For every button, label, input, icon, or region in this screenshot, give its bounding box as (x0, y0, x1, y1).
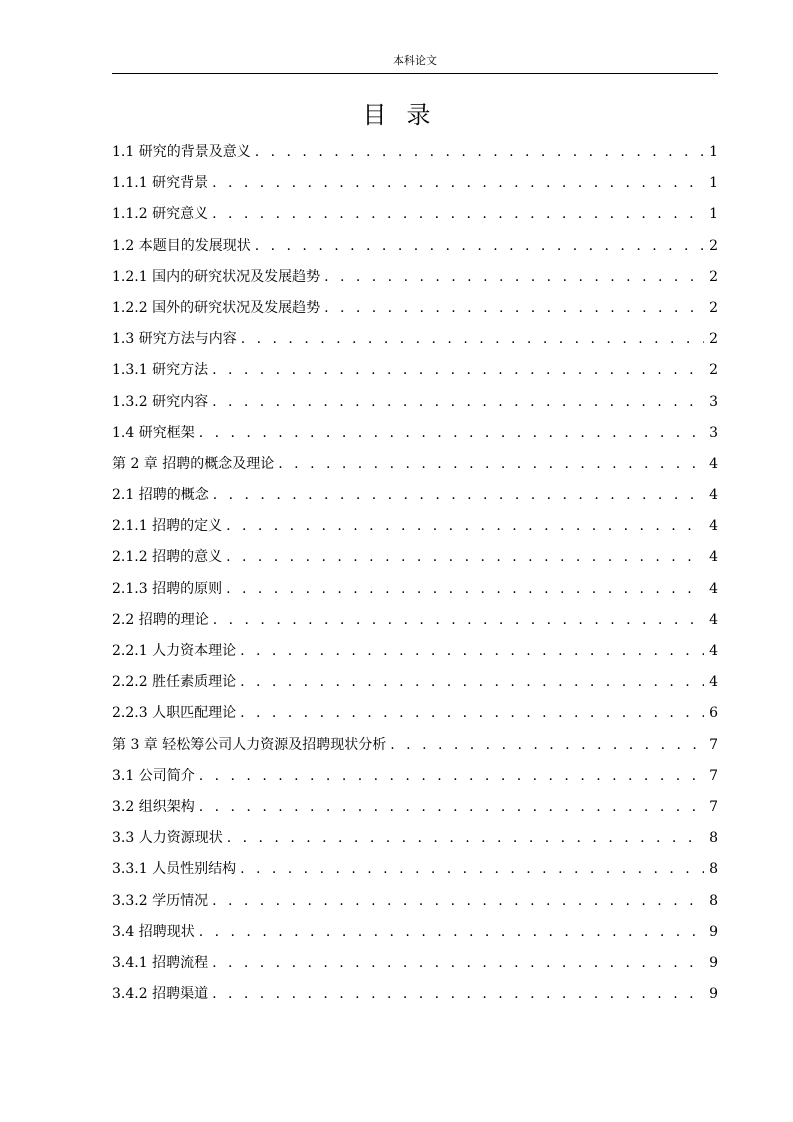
toc-entry-page-number: 6 (709, 705, 718, 722)
toc-dot-leader (212, 390, 704, 414)
toc-entry-label: 1.4 研究框架 (112, 424, 195, 441)
toc-entry-page-number: 2 (709, 299, 718, 316)
toc-entry-label: 3.3 人力资源现状 (112, 830, 223, 847)
toc-entry-page-number: 9 (709, 954, 718, 971)
toc-entry-page-number: 4 (709, 674, 718, 691)
toc-entry[interactable] (112, 795, 718, 826)
toc-entry-label: 3.2 组织架构 (112, 798, 195, 815)
toc-dot-leader (212, 951, 704, 975)
toc-entry-page-number: 7 (709, 798, 718, 815)
toc-dot-leader (390, 733, 704, 757)
toc-dot-leader (240, 639, 704, 663)
toc-entry[interactable] (112, 202, 718, 233)
toc-dot-leader (255, 140, 704, 164)
toc-entry-label: 3.1 公司简介 (112, 767, 195, 784)
toc-entry-page-number: 7 (709, 767, 718, 784)
toc-entry-label: 1.3 研究方法与内容 (112, 331, 237, 348)
toc-entry-label: 3.3.1 人员性别结构 (112, 861, 237, 878)
toc-dot-leader (255, 234, 704, 258)
toc-entry-page-number: 4 (709, 611, 718, 628)
toc-entry-label: 1.2.1 国内的研究状况及发展趋势 (112, 268, 321, 285)
toc-entry[interactable] (112, 452, 718, 483)
toc-entry-page-number: 9 (709, 986, 718, 1003)
toc-entry[interactable] (112, 327, 718, 358)
toc-entry-page-number: 2 (709, 237, 718, 254)
toc-entry-label: 2.1.2 招聘的意义 (112, 549, 223, 566)
toc-entry-page-number: 4 (709, 643, 718, 659)
toc-entry[interactable] (112, 733, 718, 764)
toc-entry[interactable] (112, 982, 718, 1013)
toc-entry-page-number: 4 (709, 518, 718, 535)
toc-entry-label: 3.4 招聘现状 (112, 923, 195, 940)
toc-entry-label: 2.2.2 胜任素质理论 (112, 674, 237, 691)
toc-entry-page-number: 1 (709, 144, 718, 160)
toc-entry-label: 1.3.1 研究方法 (112, 362, 209, 379)
toc-dot-leader (213, 483, 704, 507)
toc-dot-leader (199, 764, 704, 788)
toc-entry-page-number: 3 (709, 393, 718, 410)
toc-entry-label: 第 3 章 轻松筹公司人力资源及招聘现状分析 (112, 736, 387, 753)
toc-entry[interactable] (112, 951, 718, 982)
toc-dot-leader (227, 826, 704, 850)
toc-entry[interactable] (112, 140, 718, 171)
toc-dot-leader (213, 608, 704, 632)
toc-entry-label: 1.2 本题目的发展现状 (112, 237, 251, 254)
toc-entry-page-number: 4 (709, 487, 718, 504)
toc-entry-label: 1.3.2 研究内容 (112, 393, 209, 410)
toc-entry[interactable] (112, 265, 718, 296)
toc-list (112, 140, 718, 1013)
toc-dot-leader (199, 421, 704, 445)
toc-dot-leader (212, 889, 704, 913)
toc-entry[interactable] (112, 577, 718, 608)
toc-title: 目录 (362, 101, 451, 129)
toc-entry-page-number: 8 (709, 830, 718, 847)
page-header: 本科论文 (393, 54, 437, 67)
toc-entry-page-number: 2 (709, 362, 718, 379)
toc-dot-leader (324, 296, 704, 320)
toc-entry[interactable] (112, 171, 718, 202)
toc-entry-label: 2.1 招聘的概念 (112, 487, 209, 504)
toc-entry-label: 3.4.1 招聘流程 (112, 954, 209, 971)
toc-entry-page-number: 2 (709, 331, 718, 348)
toc-dot-leader (226, 514, 704, 538)
toc-entry-page-number: 4 (709, 580, 718, 597)
toc-entry[interactable] (112, 608, 718, 639)
toc-entry-page-number: 1 (709, 206, 718, 223)
toc-entry[interactable] (112, 889, 718, 920)
toc-entry-page-number: 7 (709, 736, 718, 753)
toc-entry-label: 2.1.3 招聘的原则 (112, 580, 223, 597)
toc-entry-page-number: 8 (709, 861, 718, 878)
toc-entry[interactable] (112, 670, 718, 701)
toc-entry-label: 2.2.1 人力资本理论 (112, 643, 237, 659)
toc-entry-page-number: 2 (709, 268, 718, 285)
toc-entry-page-number: 4 (709, 549, 718, 566)
toc-entry-page-number: 8 (709, 892, 718, 909)
toc-entry[interactable] (112, 483, 718, 514)
toc-entry-label: 3.3.2 学历情况 (112, 892, 209, 909)
toc-entry[interactable] (112, 826, 718, 857)
toc-entry-page-number: 9 (709, 923, 718, 940)
toc-entry[interactable] (112, 421, 718, 452)
toc-entry-page-number: 4 (709, 455, 718, 472)
toc-dot-leader (241, 327, 704, 351)
toc-dot-leader (226, 545, 704, 569)
toc-dot-leader (212, 171, 704, 195)
toc-entry[interactable] (112, 296, 718, 327)
toc-entry[interactable] (112, 701, 718, 732)
toc-entry[interactable] (112, 920, 718, 951)
toc-dot-leader (240, 670, 704, 694)
toc-entry-label: 第 2 章 招聘的概念及理论 (112, 455, 275, 472)
toc-entry[interactable] (112, 639, 718, 670)
toc-dot-leader (240, 857, 704, 881)
toc-entry[interactable] (112, 545, 718, 576)
toc-entry-label: 1.2.2 国外的研究状况及发展趋势 (112, 299, 321, 316)
toc-entry-page-number: 1 (709, 175, 718, 192)
toc-dot-leader (212, 358, 704, 382)
header-divider (112, 73, 718, 74)
toc-entry[interactable] (112, 764, 718, 795)
toc-entry-label: 1.1 研究的背景及意义 (112, 144, 251, 160)
toc-entry-label: 1.1.2 研究意义 (112, 206, 209, 223)
toc-dot-leader (199, 920, 704, 944)
toc-entry-label: 2.2 招聘的理论 (112, 611, 209, 628)
toc-entry[interactable] (112, 390, 718, 421)
toc-entry[interactable] (112, 514, 718, 545)
toc-entry-label: 3.4.2 招聘渠道 (112, 986, 209, 1003)
toc-dot-leader (226, 577, 704, 601)
toc-dot-leader (324, 265, 704, 289)
toc-entry[interactable] (112, 358, 718, 389)
toc-entry-page-number: 3 (709, 424, 718, 441)
toc-entry[interactable] (112, 234, 718, 265)
toc-dot-leader (240, 701, 704, 725)
toc-entry-label: 2.2.3 人职匹配理论 (112, 705, 237, 722)
toc-entry[interactable] (112, 857, 718, 888)
toc-dot-leader (212, 202, 704, 226)
toc-entry-label: 1.1.1 研究背景 (112, 175, 209, 192)
toc-dot-leader (212, 982, 704, 1006)
toc-entry-label: 2.1.1 招聘的定义 (112, 518, 223, 535)
toc-dot-leader (199, 795, 704, 819)
toc-dot-leader (278, 452, 704, 476)
